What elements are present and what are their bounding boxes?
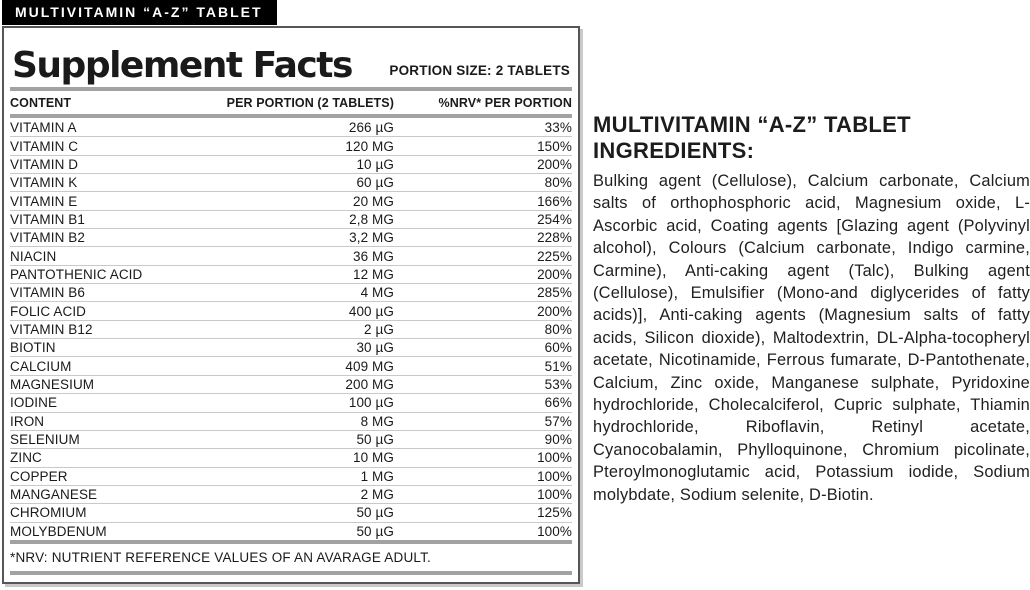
supplement-facts-title: Supplement Facts bbox=[12, 45, 352, 86]
nutrient-amount: 2,8 MG bbox=[349, 211, 394, 227]
table-row bbox=[10, 503, 572, 521]
nutrient-name: CALCIUM bbox=[10, 358, 72, 374]
table-row bbox=[10, 393, 572, 411]
ingredients-heading: MULTIVITAMIN “A-Z” TABLET INGREDIENTS: bbox=[593, 112, 911, 163]
footnote-row bbox=[10, 544, 572, 571]
table-row bbox=[10, 210, 572, 228]
header-per-portion: PER PORTION (2 TABLETS) bbox=[226, 95, 394, 110]
table-row bbox=[10, 485, 572, 503]
nutrient-name: CHROMIUM bbox=[10, 505, 87, 521]
table-row bbox=[10, 356, 572, 374]
nutrient-nrv: 100% bbox=[537, 523, 572, 539]
table-row bbox=[10, 155, 572, 173]
table-row bbox=[10, 301, 572, 319]
nutrient-name: VITAMIN D bbox=[10, 156, 79, 172]
nutrient-amount: 266 µG bbox=[348, 119, 394, 135]
nutrient-amount: 1 MG bbox=[360, 468, 394, 484]
portion-size-label: PORTION SIZE: 2 TABLETS bbox=[389, 63, 570, 78]
nutrient-nrv: 100% bbox=[537, 487, 572, 503]
nutrient-name: VITAMIN A bbox=[10, 119, 77, 135]
nutrient-amount: 10 µG bbox=[356, 156, 394, 172]
nutrient-amount: 20 MG bbox=[352, 193, 394, 209]
nutrient-nrv: 60% bbox=[544, 340, 572, 356]
table-row bbox=[10, 412, 572, 430]
nutrient-name: VITAMIN B12 bbox=[10, 321, 93, 337]
nutrient-amount: 409 MG bbox=[345, 358, 394, 374]
nutrient-nrv: 200% bbox=[537, 303, 572, 319]
nutrient-nrv: 200% bbox=[537, 156, 572, 172]
nutrient-nrv: 228% bbox=[537, 230, 572, 246]
nutrient-nrv: 57% bbox=[544, 413, 572, 429]
nutrient-name: VITAMIN E bbox=[10, 193, 78, 209]
table-row bbox=[10, 522, 572, 540]
table-row bbox=[10, 136, 572, 154]
table-row bbox=[10, 246, 572, 264]
nrv-footnote: *NRV: NUTRIENT REFERENCE VALUES OF AN AVARAGE ADULT. bbox=[10, 549, 431, 565]
nutrient-name: PANTOTHENIC ACID bbox=[10, 266, 143, 282]
nutrient-nrv: 150% bbox=[537, 138, 572, 154]
panel-title-row bbox=[10, 32, 572, 84]
nutrient-amount: 36 MG bbox=[352, 248, 394, 264]
table-row bbox=[10, 118, 572, 136]
nutrient-amount: 100 µG bbox=[348, 395, 394, 411]
nutrient-table bbox=[10, 118, 572, 540]
nutrient-amount: 200 MG bbox=[345, 376, 394, 392]
nutrient-nrv: 66% bbox=[544, 395, 572, 411]
product-tag: MULTIVITAMIN “A-Z” TABLET bbox=[2, 0, 277, 25]
nutrient-amount: 50 µG bbox=[356, 505, 394, 521]
nutrient-amount: 4 MG bbox=[360, 285, 394, 301]
table-row bbox=[10, 338, 572, 356]
divider-bar bbox=[10, 571, 572, 575]
table-row bbox=[10, 191, 572, 209]
table-row bbox=[10, 375, 572, 393]
nutrient-name: BIOTIN bbox=[10, 340, 56, 356]
table-row bbox=[10, 448, 572, 466]
header-content: CONTENT bbox=[10, 95, 72, 110]
nutrient-nrv: 100% bbox=[537, 468, 572, 484]
nutrient-nrv: 285% bbox=[537, 285, 572, 301]
supplement-facts-panel bbox=[2, 26, 580, 584]
nutrient-name: VITAMIN B2 bbox=[10, 230, 86, 246]
nutrient-amount: 2 µG bbox=[364, 321, 394, 337]
nutrient-nrv: 80% bbox=[544, 321, 572, 337]
nutrient-name: SELENIUM bbox=[10, 432, 80, 448]
nutrient-name: VITAMIN B6 bbox=[10, 285, 86, 301]
nutrient-nrv: 125% bbox=[537, 505, 572, 521]
table-row bbox=[10, 265, 572, 283]
nutrient-amount: 8 MG bbox=[360, 413, 394, 429]
nutrient-amount: 10 MG bbox=[352, 450, 394, 466]
nutrient-nrv: 33% bbox=[544, 119, 572, 135]
nutrient-amount: 50 µG bbox=[356, 523, 394, 539]
table-row bbox=[10, 320, 572, 338]
nutrient-name: VITAMIN B1 bbox=[10, 211, 86, 227]
nutrient-name: MAGNESIUM bbox=[10, 376, 95, 392]
nutrient-name: FOLIC ACID bbox=[10, 303, 87, 319]
nutrient-amount: 60 µG bbox=[356, 175, 394, 191]
nutrient-name: COPPER bbox=[10, 468, 68, 484]
nutrient-nrv: 51% bbox=[544, 358, 572, 374]
nutrient-amount: 2 MG bbox=[360, 487, 394, 503]
nutrient-amount: 50 µG bbox=[356, 432, 394, 448]
nutrient-name: NIACIN bbox=[10, 248, 57, 264]
nutrient-amount: 3,2 MG bbox=[349, 230, 394, 246]
table-row bbox=[10, 283, 572, 301]
nutrient-nrv: 225% bbox=[537, 248, 572, 264]
nutrient-amount: 30 µG bbox=[356, 340, 394, 356]
nutrient-nrv: 200% bbox=[537, 266, 572, 282]
nutrient-name: VITAMIN K bbox=[10, 175, 78, 191]
nutrient-nrv: 166% bbox=[537, 193, 572, 209]
table-row bbox=[10, 467, 572, 485]
nutrient-amount: 120 MG bbox=[345, 138, 394, 154]
nutrient-name: IRON bbox=[10, 413, 45, 429]
nutrient-amount: 12 MG bbox=[352, 266, 394, 282]
table-header-row bbox=[10, 91, 572, 114]
nutrient-name: IODINE bbox=[10, 395, 58, 411]
ingredients-body: Bulking agent (Cellulose), Calcium carbonate, Calcium salts of orthophosphoric acid, Magnesium oxide, L-Ascorbic acid, Coating agents [Glazing agent (Polyvinyl alcohol), Colours (Calcium carbonate, Indigo carmine, Carmine), Anti-caking agent (Talc), Bulking agent (Cellulose), Emulsifier (Mono-and diglycerides of fatty acids)], Anti-caking agents (Magnesium salts of fatty acids, Silicon dioxide), Maltodextrin, DL-Alpha-tocopheryl acetate, Nicotinamide, Ferrous fumarate, D-Pantothenate, Calcium, Zinc oxide, Manganese sulphate, Pyridoxine hydrochloride, Cholecalciferol, Cupric sulphate, Thiamin hydrochloride, Riboflavin, Retinyl acetate, Cyanocobalamin, Phylloquinone, Chromium picolinate, Pteroylmonoglutamic acid, Potassium iodide, Sodium molybdate, Sodium selenite, D-Biotin. bbox=[593, 171, 1030, 504]
ingredients-section bbox=[593, 112, 1030, 506]
nutrient-nrv: 100% bbox=[537, 450, 572, 466]
nutrient-name: MOLYBDENUM bbox=[10, 523, 107, 539]
nutrient-nrv: 90% bbox=[544, 432, 572, 448]
table-row bbox=[10, 173, 572, 191]
nutrient-amount: 400 µG bbox=[348, 303, 394, 319]
table-row bbox=[10, 228, 572, 246]
nutrient-name: MANGANESE bbox=[10, 487, 98, 503]
nutrient-nrv: 53% bbox=[544, 376, 572, 392]
nutrient-name: ZINC bbox=[10, 450, 42, 466]
table-row bbox=[10, 430, 572, 448]
nutrient-nrv: 254% bbox=[537, 211, 572, 227]
header-nrv: %NRV* PER PORTION bbox=[438, 95, 572, 110]
nutrient-name: VITAMIN C bbox=[10, 138, 79, 154]
nutrient-nrv: 80% bbox=[544, 175, 572, 191]
